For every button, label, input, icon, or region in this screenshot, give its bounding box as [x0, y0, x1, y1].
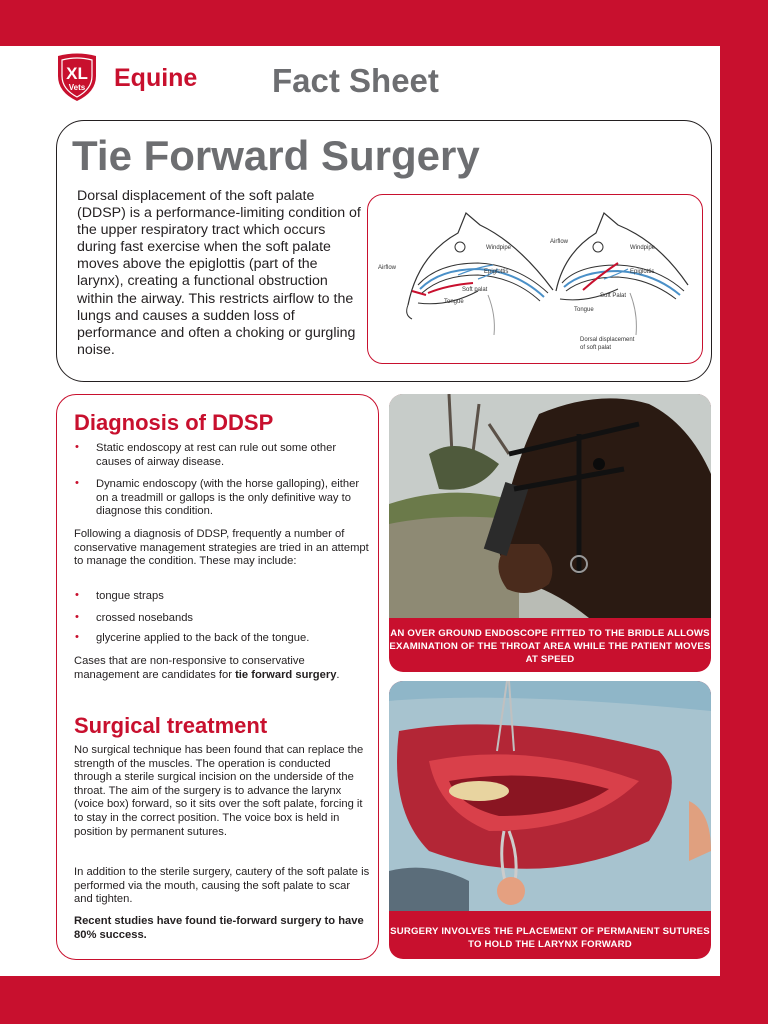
label-soft-palate-left: Soft palat — [462, 287, 488, 293]
horse-endoscope-photo — [389, 394, 711, 618]
photo-caption-1: AN OVER GROUND ENDOSCOPE FITTED TO THE BRIDLE ALLOWS EXAMINATION OF THE THROAT AREA WHILE THE PATIENT MOVES AT SPEED — [389, 628, 711, 665]
label-tongue-left: Tongue — [444, 299, 464, 305]
label-airflow-left: Airflow — [378, 265, 397, 271]
diagnosis-heading: Diagnosis of DDSP — [74, 410, 274, 435]
svg-text:Vets: Vets — [68, 83, 86, 92]
intro-paragraph: Dorsal displacement of the soft palate (DDSP) is a performance-limiting condition of the upper respiratory tract which occurs during fast exercise when the soft palate moves above the epiglottis (part of the larynx), creating a functional obstruction within the airway. This restricts airflow to the lungs and causes a sudden loss of performance and often a choking or gurgling noise. — [77, 188, 361, 358]
label-airflow-right: Airflow — [550, 239, 569, 245]
surgery-photo — [389, 681, 711, 911]
logo-wordmark: Equine — [114, 64, 198, 92]
surgical-heading: Surgical treatment — [74, 713, 268, 738]
bullet-icon: • — [75, 631, 79, 643]
diagnosis-paragraph: Following a diagnosis of DDSP, frequently a number of conservative management strategies are tried in an attempt to manage the condition. These may include: — [74, 528, 369, 568]
surgical-success-note: Recent studies have found tie-forward surgery to have 80% success. — [74, 915, 364, 941]
photo-caption-2: SURGERY INVOLVES THE PLACEMENT OF PERMANENT SUTURES TO HOLD THE LARYNX FORWARD — [390, 926, 710, 950]
bullet-icon: • — [75, 589, 79, 601]
cases-bold-text: tie forward surgery — [235, 668, 337, 681]
diagram-caption-line1: Dorsal displacement — [580, 337, 635, 343]
strategy-item: crossed nosebands — [96, 612, 194, 624]
cases-suffix: . — [336, 668, 340, 681]
surgery-photo-card — [389, 681, 711, 959]
strategy-item: glycerine applied to the back of the tongue. — [96, 632, 310, 644]
bullet-icon: • — [75, 441, 79, 453]
svg-text:XL: XL — [66, 64, 88, 83]
surgical-paragraph-2: In addition to the sterile surgery, cautery of the soft palate is performed via the mouth, causing the soft palate to scar and tighten. — [74, 866, 370, 906]
ddsp-airway-diagram — [367, 194, 703, 364]
label-windpipe-left: Windpipe — [486, 245, 512, 251]
logo-shield-icon — [54, 52, 100, 102]
label-windpipe-right: Windpipe — [630, 245, 656, 251]
label-epiglottis-left: Epiglottis — [484, 269, 509, 275]
diagnosis-bullet: Static endoscopy at rest can rule out some other causes of airway disease. — [96, 442, 337, 468]
diagnosis-bullet: Dynamic endoscopy (with the horse galloping), either on a treadmill or gallops is the only definitive way to diagnose this condition. — [96, 478, 360, 518]
surgical-paragraph-1: No surgical technique has been found that can replace the strength of the muscles. The operation is conducted through a sterile surgical incision on the underside of the throat. The aim of the surgery is to advance the larynx (voice box) forward, so it sits over the soft palate, forcing it to stay in the correct position. The voice box is held in position by permanent sutures. — [74, 744, 364, 838]
bullet-icon: • — [75, 477, 79, 489]
strategy-item: tongue straps — [96, 590, 164, 602]
label-tongue-right: Tongue — [574, 307, 594, 313]
airway-diagram-graphic — [368, 195, 702, 363]
label-epiglottis-right: Epiglottis — [630, 269, 655, 275]
bullet-icon: • — [75, 611, 79, 623]
xl-vets-logo — [54, 52, 214, 104]
label-soft-palate-right: Soft Palat — [600, 293, 627, 299]
endoscope-photo-card — [389, 394, 711, 672]
cases-paragraph — [74, 655, 344, 682]
cases-text: Cases that are non-responsive to conservative management are candidates for — [74, 655, 305, 681]
page-title: Tie Forward Surgery — [72, 132, 480, 179]
diagram-caption-line2: of soft palat — [580, 345, 612, 351]
document-type-heading: Fact Sheet — [272, 62, 439, 99]
